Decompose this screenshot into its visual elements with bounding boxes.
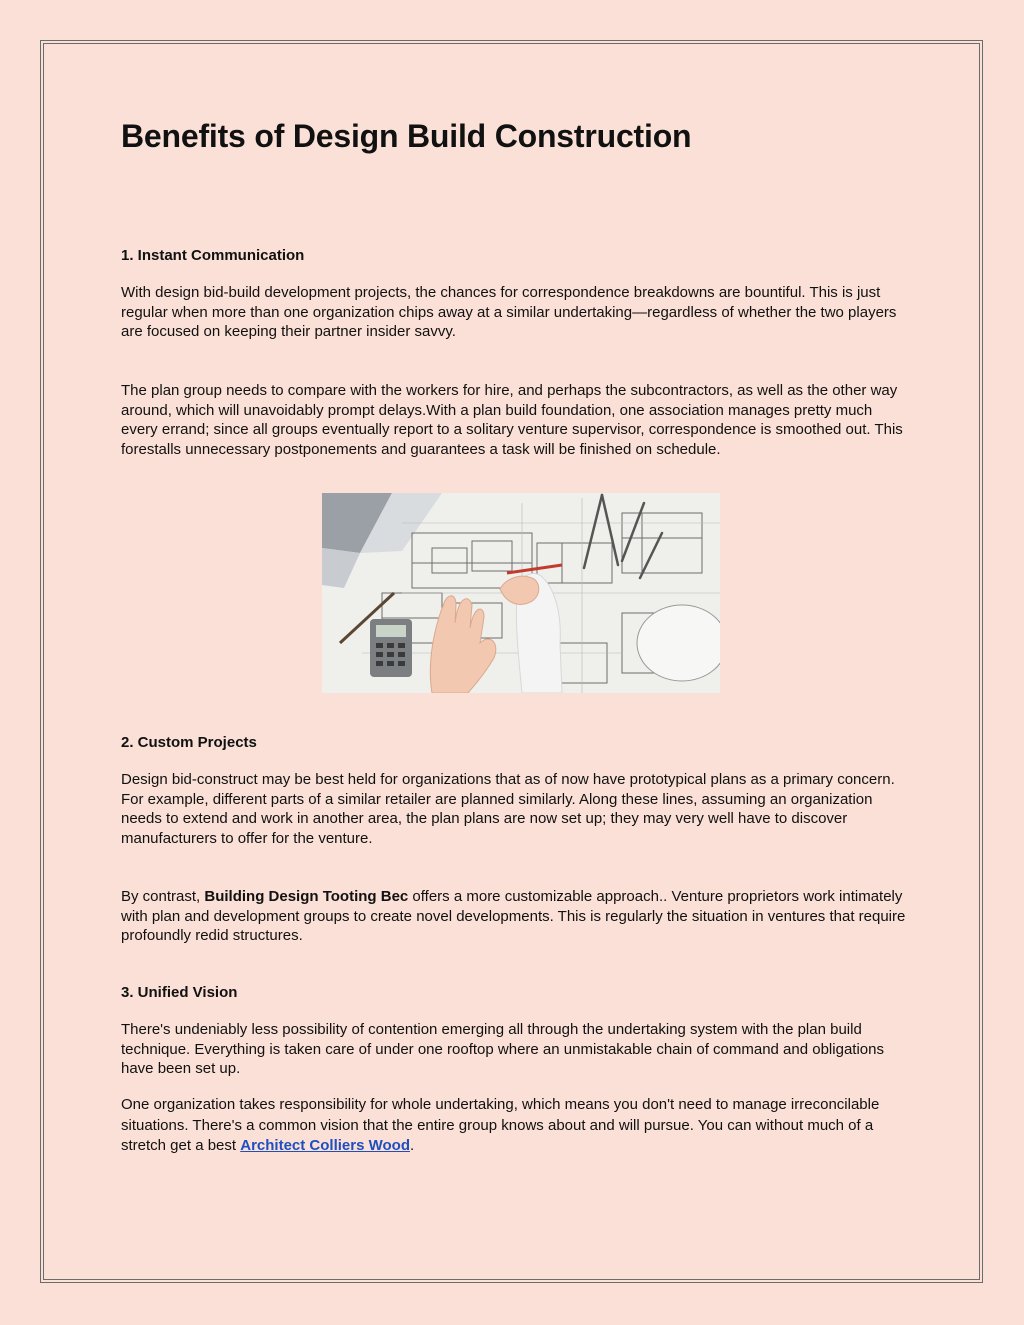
blueprint-image — [322, 493, 720, 693]
paragraph: The plan group needs to compare with the workers for hire, and perhaps the subcontractors, as well as the other way around, which will unavoidably prompt delays.With a plan build foundation, one association manages pretty much every errand; since all groups eventually report to a solitary venture supervisor, correspondence is smoothed out. This forestalls unnecessary postponements and guarantees a task will be finished on schedule. — [121, 382, 903, 458]
paragraph: With design bid-build development projects, the chances for correspondence breakdowns are bountiful. This is just regular when more than one organization chips away at a similar undertaking—regardless of whether the two players are focused on keeping their partner insider savvy. — [121, 284, 897, 340]
paragraph: Design bid-construct may be best held for organizations that as of now have prototypical plans as a primary concern. For example, different parts of a similar retailer are planned similarly. Along these lines, assuming an organization needs to extend and work in another area, the plan plans are now set up; they may very well have to discover manufacturers to offer for the venture. — [121, 771, 895, 847]
section-heading-instant-communication: 1. Instant Communication — [121, 247, 305, 264]
page-title: Benefits of Design Build Construction — [121, 118, 692, 154]
paragraph-lead: By contrast, — [121, 888, 205, 905]
bold-term: Building Design Tooting Bec — [204, 888, 409, 905]
paragraph-end: . — [409, 1137, 415, 1154]
paragraph — [121, 887, 911, 946]
paragraph: There's undeniably less possibility of contention emerging all through the undertaking system with the plan build technique. Everything is taken care of under one rooftop where an unmistakable chain of command and obligations have been set up. — [121, 1021, 884, 1077]
paragraph-rest: offers a more customizable approach.. Venture proprietors work intimately with plan and development groups to create novel developments. This is regularly the situation in ventures that require profoundly redid structures. — [121, 888, 906, 944]
paragraph-text: One organization takes responsibility for whole undertaking, which means you don't need to manage irreconcilable situations. There's a common vision that the entire group knows about and will pursue. You can without much of a stretch get a best — [121, 1096, 880, 1154]
section-heading-custom-projects: 2. Custom Projects — [121, 734, 257, 751]
paragraph — [121, 1095, 911, 1157]
architect-link[interactable]: Architect Colliers Wood — [240, 1137, 410, 1154]
section-heading-unified-vision: 3. Unified Vision — [121, 984, 238, 1001]
